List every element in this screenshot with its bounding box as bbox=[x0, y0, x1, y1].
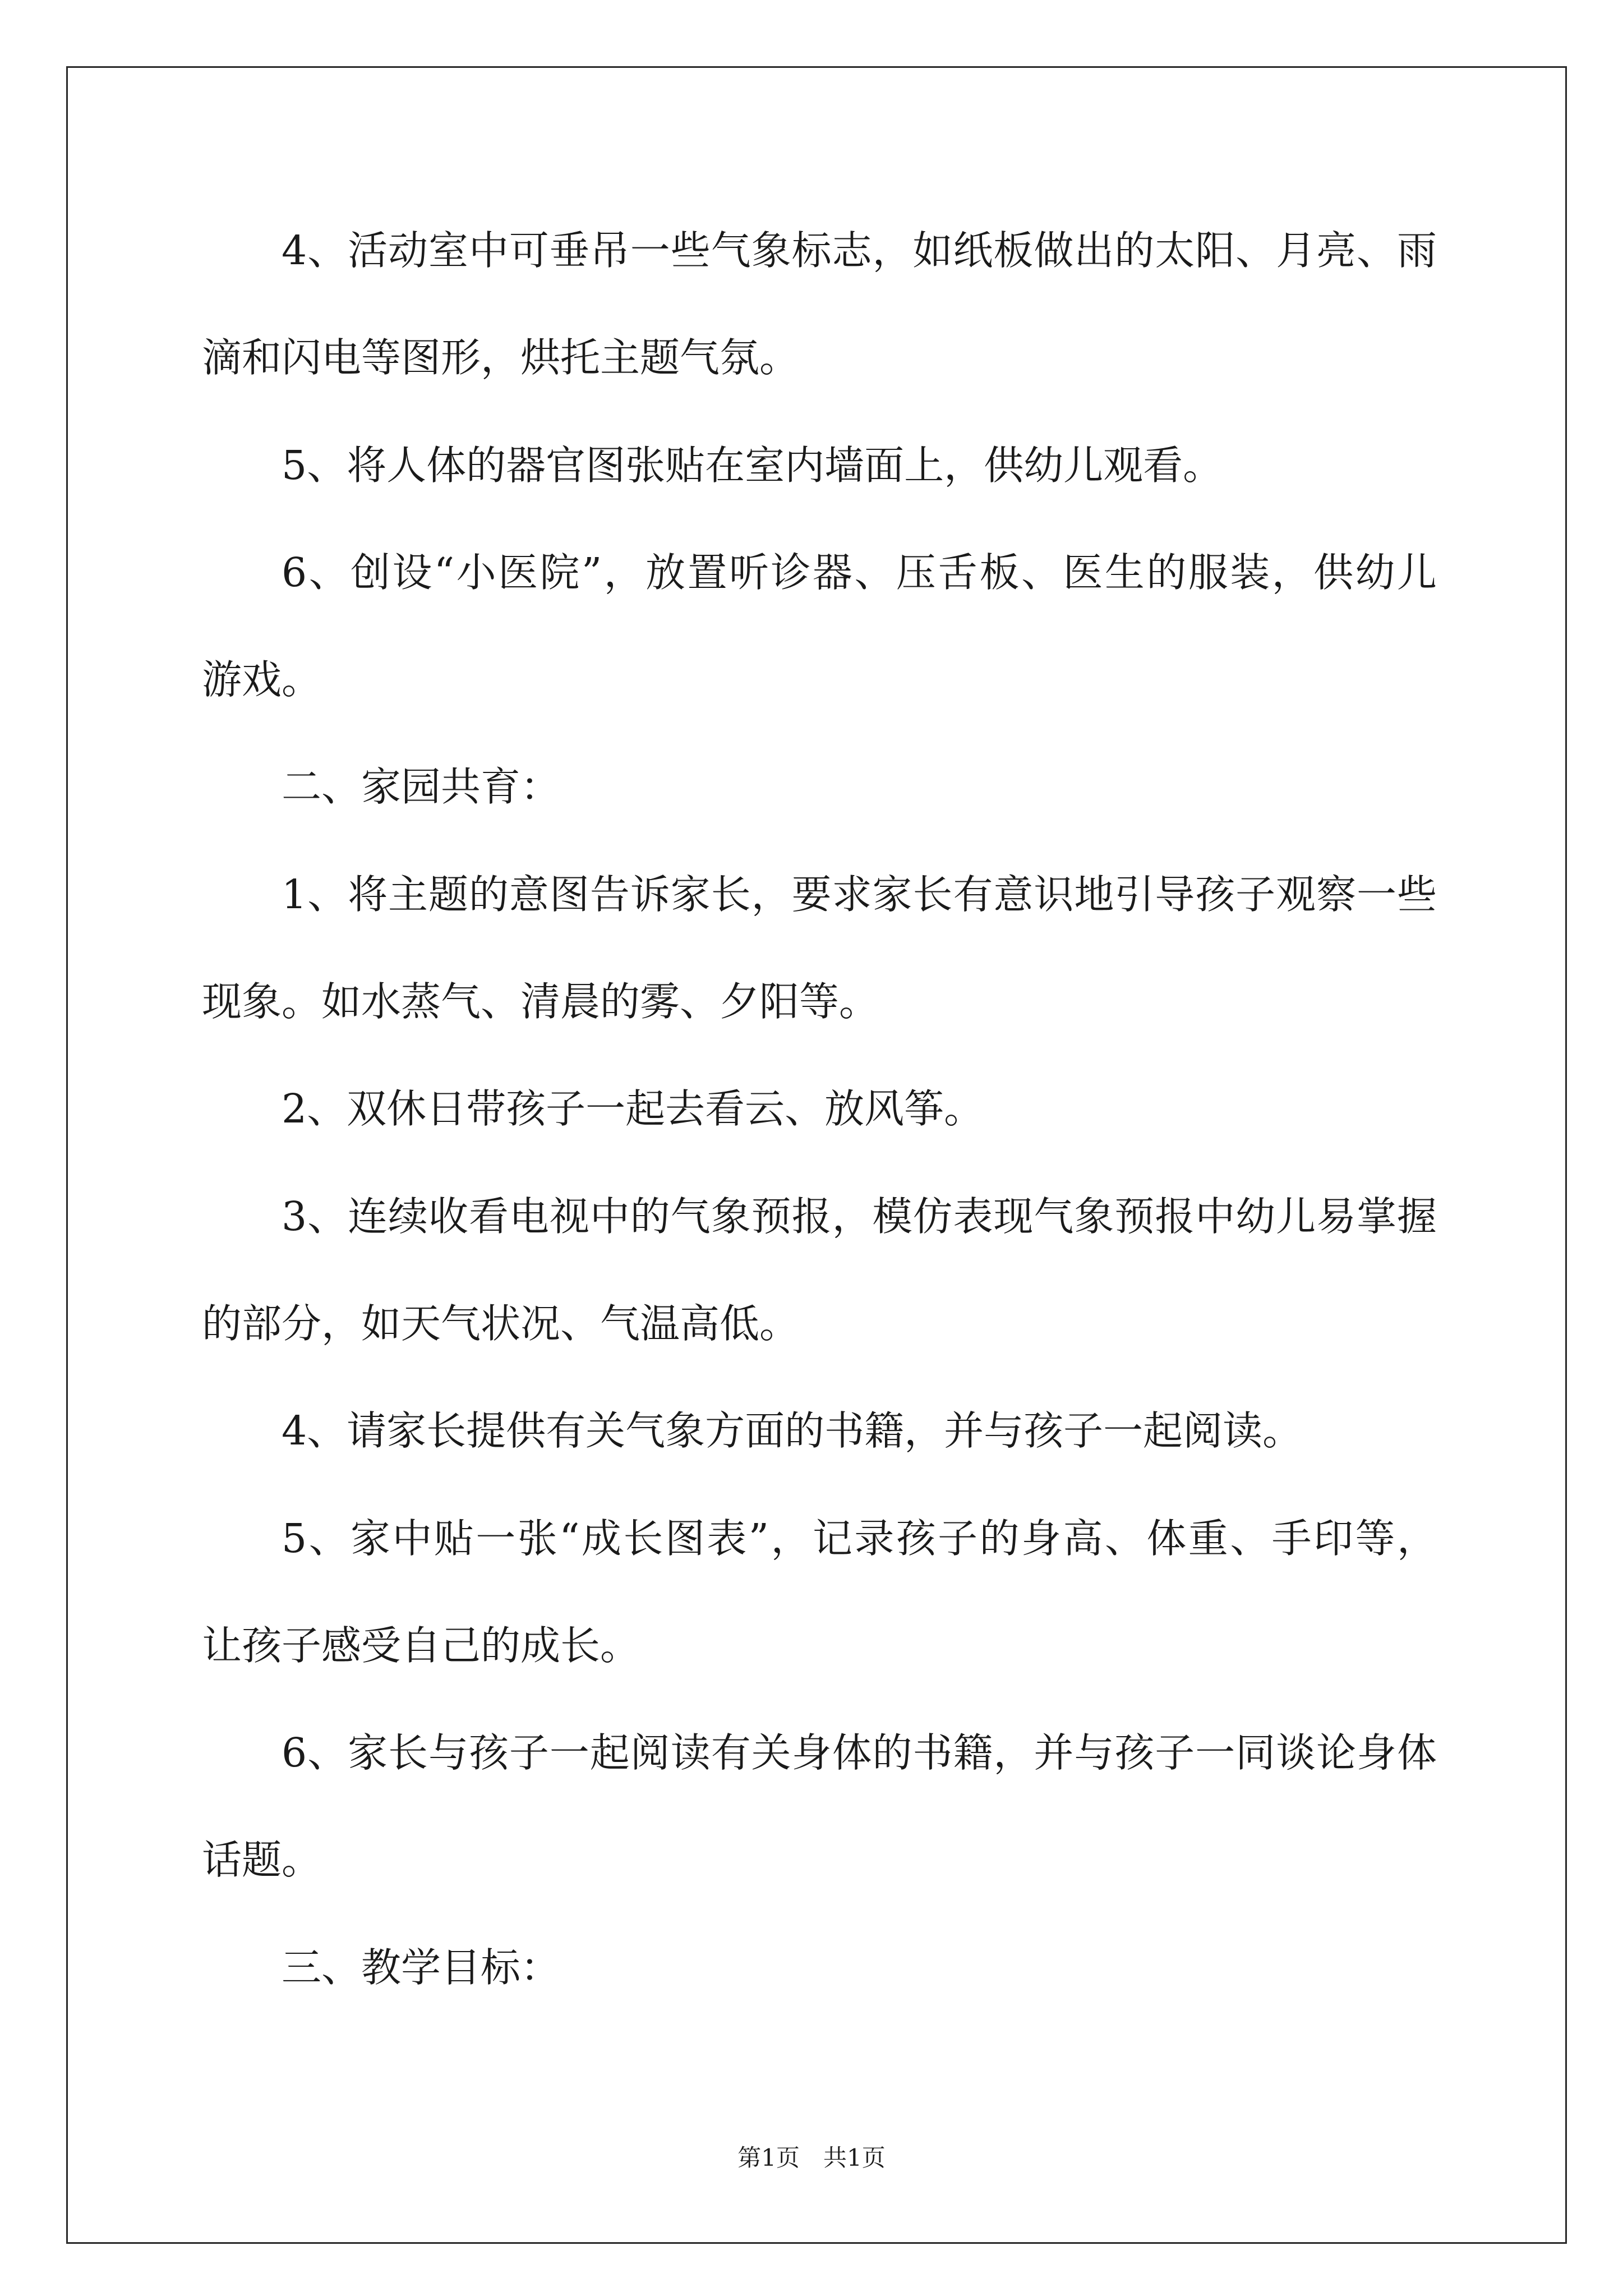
paragraph-line: 6、家长与孩子一起阅读有关身体的书籍，并与孩子一同谈论身体 bbox=[282, 1729, 1437, 1777]
paragraph bbox=[202, 519, 1437, 734]
paragraph bbox=[202, 1699, 1437, 1914]
paragraph bbox=[202, 1377, 1437, 1484]
paragraph-line: 现象。如水蒸气、清晨的雾、夕阳等。 bbox=[202, 978, 879, 1025]
paragraph bbox=[202, 1055, 1437, 1162]
page-number-label: 第1页 共1页 bbox=[737, 2144, 886, 2171]
section-heading bbox=[202, 733, 1437, 840]
paragraph bbox=[202, 1163, 1437, 1378]
paragraph bbox=[202, 197, 1437, 412]
paragraph-line: 5、将人体的器官图张贴在室内墙面上，供幼儿观看。 bbox=[282, 441, 1223, 489]
paragraph bbox=[202, 412, 1437, 519]
paragraph-line: 让孩子感受自己的成长。 bbox=[202, 1622, 640, 1669]
paragraph-line: 滴和闪电等图形，烘托主题气氛。 bbox=[202, 334, 800, 381]
paragraph-line: 6、创设“小医院”，放置听诊器、压舌板、医生的服装，供幼儿 bbox=[282, 549, 1437, 596]
paragraph-line: 话题。 bbox=[202, 1837, 322, 1884]
paragraph-line: 4、活动室中可垂吊一些气象标志，如纸板做出的太阳、月亮、雨 bbox=[282, 227, 1437, 274]
section-heading bbox=[202, 1914, 1437, 2021]
paragraph-line: 3、连续收看电视中的气象预报，模仿表现气象预报中幼儿易掌握 bbox=[282, 1193, 1437, 1240]
page-footer bbox=[0, 2142, 1623, 2174]
paragraph bbox=[202, 1485, 1437, 1700]
section-heading-text: 三、教学目标： bbox=[282, 1944, 561, 1991]
paragraph-line: 5、家中贴一张“成长图表”，记录孩子的身高、体重、手印等， bbox=[282, 1515, 1437, 1562]
paragraph-line: 4、请家长提供有关气象方面的书籍，并与孩子一起阅读。 bbox=[282, 1407, 1303, 1455]
paragraph-line: 2、双休日带孩子一起去看云、放风筝。 bbox=[282, 1085, 984, 1133]
paragraph-line: 的部分，如天气状况、气温高低。 bbox=[202, 1300, 800, 1347]
paragraph-line: 1、将主题的意图告诉家长，要求家长有意识地引导孩子观察一些 bbox=[282, 871, 1437, 918]
paragraph bbox=[202, 841, 1437, 1056]
document-body bbox=[202, 197, 1437, 2021]
section-heading-text: 二、家园共育： bbox=[282, 763, 561, 811]
paragraph-line: 游戏。 bbox=[202, 656, 322, 703]
